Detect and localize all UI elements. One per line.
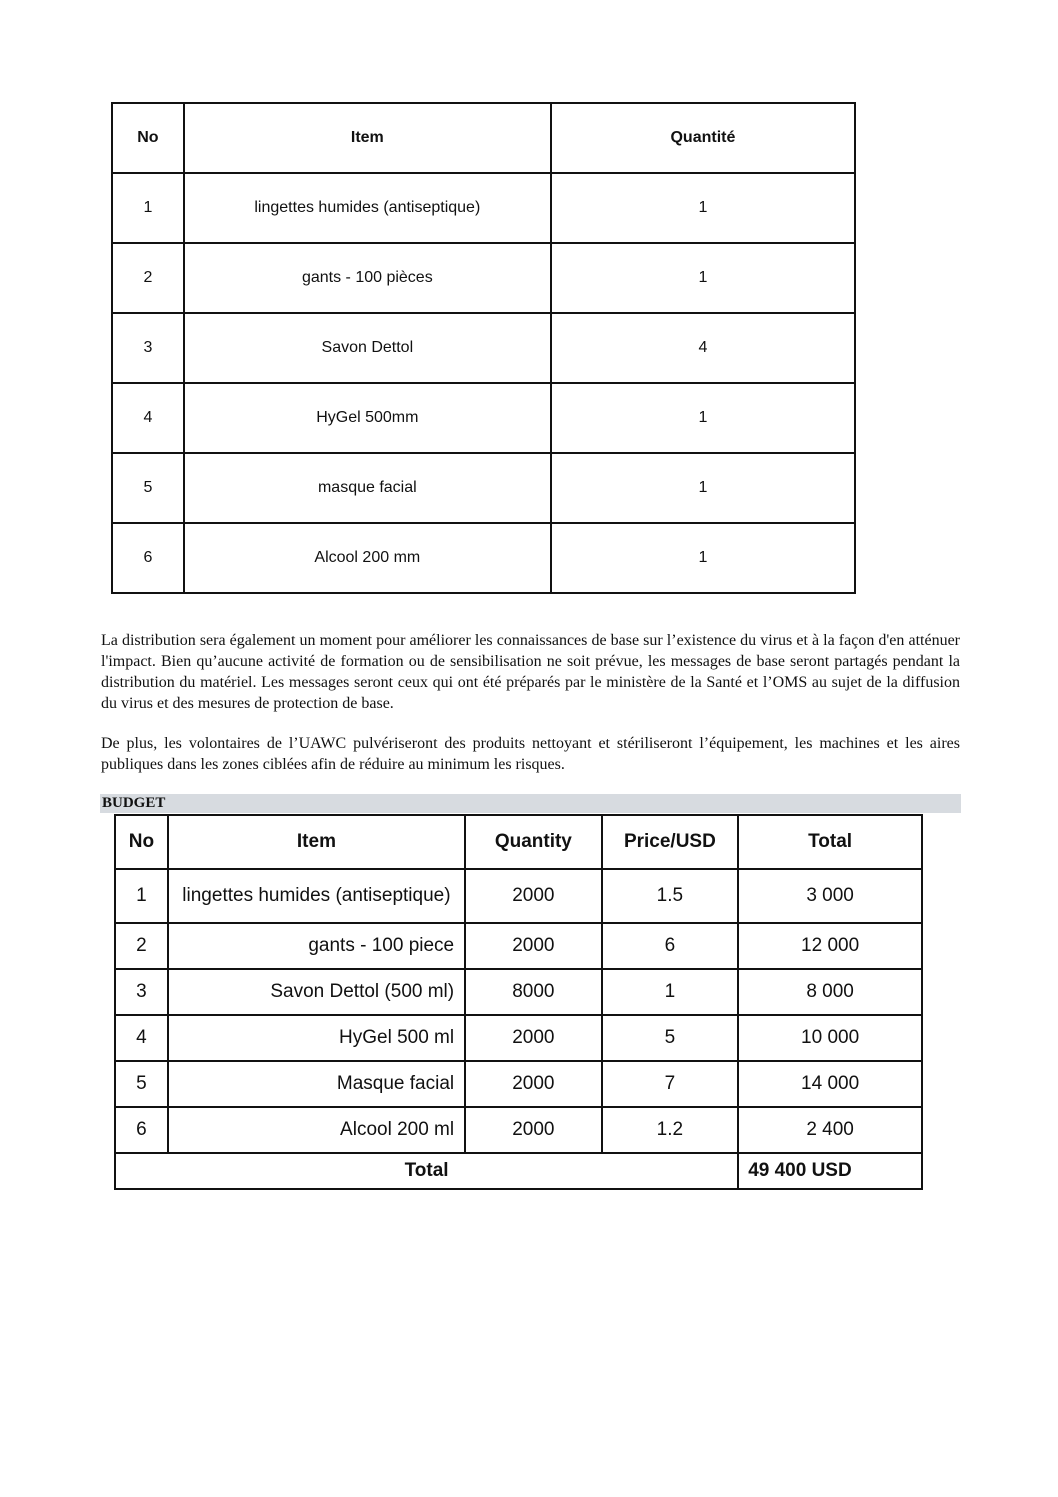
- row-item: gants - 100 pièces: [184, 243, 551, 313]
- row-item: gants - 100 piece: [168, 923, 465, 969]
- row-quantity: 1: [551, 383, 855, 453]
- column-header-price: Price/USD: [602, 815, 739, 869]
- row-no: 4: [115, 1015, 168, 1061]
- budget-header-band: [100, 794, 961, 813]
- table-header-row: [115, 815, 922, 869]
- table-row: [112, 383, 855, 453]
- table-row: [112, 173, 855, 243]
- row-item: HyGel 500 ml: [168, 1015, 465, 1061]
- total-row: [115, 1153, 922, 1189]
- column-header-no: No: [112, 103, 184, 173]
- row-item: Savon Dettol (500 ml): [168, 969, 465, 1015]
- row-item: lingettes humides (antiseptique): [168, 869, 465, 923]
- row-quantity: 1: [551, 173, 855, 243]
- row-price: 1.2: [602, 1107, 739, 1153]
- row-quantity: 8000: [465, 969, 601, 1015]
- kit-items-table: [111, 102, 856, 594]
- table-row: [115, 923, 922, 969]
- row-quantity: 1: [551, 523, 855, 593]
- column-header-no: No: [115, 815, 168, 869]
- row-total: 3 000: [738, 869, 922, 923]
- table-row: [112, 453, 855, 523]
- row-no: 4: [112, 383, 184, 453]
- row-total: 10 000: [738, 1015, 922, 1061]
- row-no: 5: [112, 453, 184, 523]
- row-item: Alcool 200 mm: [184, 523, 551, 593]
- row-total: 8 000: [738, 969, 922, 1015]
- row-price: 5: [602, 1015, 739, 1061]
- row-quantity: 2000: [465, 869, 601, 923]
- row-quantity: 2000: [465, 1107, 601, 1153]
- row-no: 3: [115, 969, 168, 1015]
- row-total: 2 400: [738, 1107, 922, 1153]
- row-quantity: 1: [551, 453, 855, 523]
- table-row: [115, 869, 922, 923]
- column-header-item: Item: [168, 815, 465, 869]
- row-no: 5: [115, 1061, 168, 1107]
- table-row: [112, 313, 855, 383]
- row-item: Alcool 200 ml: [168, 1107, 465, 1153]
- row-item: Masque facial: [168, 1061, 465, 1107]
- total-label: Total: [115, 1153, 738, 1189]
- table-row: [112, 523, 855, 593]
- row-price: 7: [602, 1061, 739, 1107]
- row-no: 6: [115, 1107, 168, 1153]
- row-quantity: 4: [551, 313, 855, 383]
- row-no: 6: [112, 523, 184, 593]
- table-row: [115, 1015, 922, 1061]
- table-row: [115, 1061, 922, 1107]
- row-quantity: 2000: [465, 1061, 601, 1107]
- row-quantity: 1: [551, 243, 855, 313]
- paragraph-distribution: La distribution sera également un moment pour améliorer les connaissances de base sur l’existence du virus et à la façon d'en atténuer l'impact. Bien qu’aucune activité de formation ou de sensibilisation ne soit prévue, les messages de base seront partagés pendant la distribution du matériel. Les messages seront ceux qui ont été préparés par le ministère de la Santé et l’OMS au sujet de la diffusion du virus et des mesures de protection de base.: [101, 632, 960, 712]
- row-item: HyGel 500mm: [184, 383, 551, 453]
- column-header-total: Total: [738, 815, 922, 869]
- budget-title: BUDGET: [102, 795, 166, 811]
- column-header-quantity: Quantity: [465, 815, 601, 869]
- paragraph-volunteers: De plus, les volontaires de l’UAWC pulvériseront des produits nettoyant et stériliseront l’équipement, les machines et les aires publiques dans les zones ciblées afin de réduire au minimum les risques.: [101, 735, 960, 773]
- row-no: 1: [112, 173, 184, 243]
- row-quantity: 2000: [465, 1015, 601, 1061]
- total-value: 49 400 USD: [738, 1153, 922, 1189]
- table-row: [115, 969, 922, 1015]
- row-total: 12 000: [738, 923, 922, 969]
- row-no: 2: [112, 243, 184, 313]
- row-quantity: 2000: [465, 923, 601, 969]
- row-no: 2: [115, 923, 168, 969]
- row-item: Savon Dettol: [184, 313, 551, 383]
- row-price: 1.5: [602, 869, 739, 923]
- table-row: [115, 1107, 922, 1153]
- row-price: 6: [602, 923, 739, 969]
- column-header-quantity: Quantité: [551, 103, 855, 173]
- column-header-item: Item: [184, 103, 551, 173]
- budget-table: [114, 814, 923, 1190]
- row-total: 14 000: [738, 1061, 922, 1107]
- row-item: masque facial: [184, 453, 551, 523]
- table-row: [112, 243, 855, 313]
- row-item: lingettes humides (antiseptique): [184, 173, 551, 243]
- row-price: 1: [602, 969, 739, 1015]
- row-no: 1: [115, 869, 168, 923]
- table-header-row: [112, 103, 855, 173]
- row-no: 3: [112, 313, 184, 383]
